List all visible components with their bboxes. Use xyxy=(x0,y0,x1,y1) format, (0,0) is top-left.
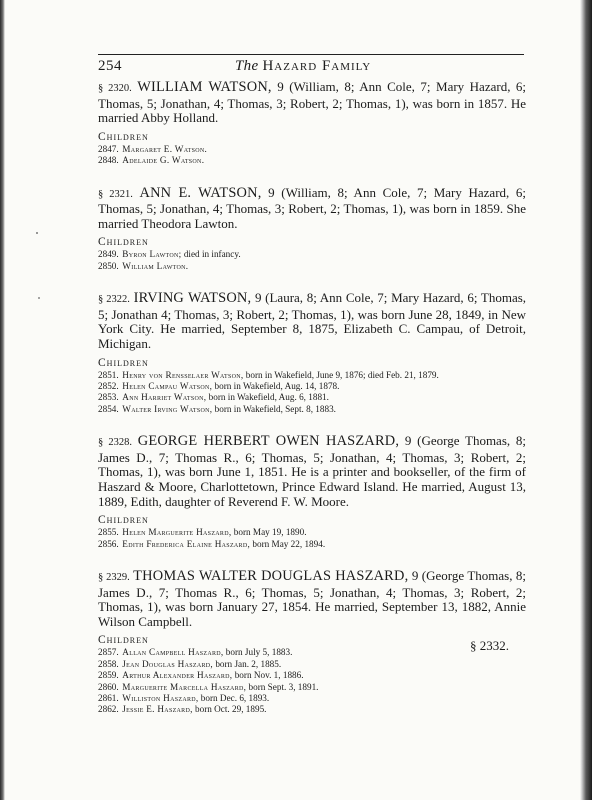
child-name: Byron Lawton; xyxy=(122,249,182,260)
child-number: 2851. xyxy=(98,369,119,380)
page-content xyxy=(98,80,526,735)
section-number: § 2322. xyxy=(98,294,130,306)
running-title-the: The xyxy=(235,58,259,74)
header-rule xyxy=(98,54,524,55)
child-number: 2855. xyxy=(98,527,119,538)
section-number: § 2320. xyxy=(98,83,132,94)
child-list-item xyxy=(98,249,526,260)
page-number: 254 xyxy=(98,58,122,74)
entry-description: 9 (Laura, 8; Ann Cole, 7; Mary Hazard, 6; Thomas, 5; Jonathan 4; Thomas, 3; Robert, 2; Thomas, 1), was born June 28, 1849, in New York City. He married, September 8, 1875, Elizabeth C. Campau, of Detroit, Michigan. xyxy=(98,290,527,351)
child-number: 2862. xyxy=(98,704,119,715)
entry-paragraph xyxy=(98,291,526,351)
person-name: ANN E. WATSON, xyxy=(139,184,262,201)
footer-reference: § 2332. xyxy=(470,638,509,653)
child-list-item xyxy=(98,527,526,538)
child-list-item xyxy=(98,659,526,670)
child-list-item xyxy=(98,144,526,155)
child-number: 2847. xyxy=(98,143,119,154)
child-detail: born Nov. 1, 1886. xyxy=(232,670,304,681)
child-detail: born Dec. 6, 1893. xyxy=(198,692,270,703)
child-detail: born in Wakefield, Aug. 14, 1878. xyxy=(212,380,340,391)
child-detail: born in Wakefield, Sept. 8, 1883. xyxy=(212,403,336,414)
entry-paragraph xyxy=(98,434,526,509)
entry-paragraph xyxy=(98,80,526,126)
child-list-item xyxy=(98,370,526,381)
person-name: THOMAS WALTER DOUGLAS HASZARD, xyxy=(133,567,409,584)
child-list-item xyxy=(98,261,526,272)
entry-description: 9 (George Thomas, 8; James D., 7; Thomas R., 6; Thomas, 5; Jonathan, 4; Thomas, 3; Robert, 2; Thomas, 1), was born June 1, 1851. He is a printer and bookseller, of the firm of Haszard & Moore, Charlottetown, Prince Edward Island. He married, August 13, 1889, Edith, daughter of Reverend F. W. Moore. xyxy=(98,433,526,509)
child-list-item xyxy=(98,670,526,681)
child-name: Ann Harriet Watson, xyxy=(122,392,207,403)
child-list-item xyxy=(98,392,526,403)
child-number: 2852. xyxy=(98,380,119,391)
child-detail: born in Wakefield, June 9, 1876; died Feb. 21, 1879. xyxy=(243,369,439,380)
child-number: 2860. xyxy=(98,681,119,692)
running-header xyxy=(98,58,524,80)
children-heading: Children xyxy=(98,634,149,647)
child-name: Allan Campbell Haszard, xyxy=(122,647,224,658)
page-edge-shadow-left xyxy=(0,0,5,800)
child-name: Arthur Alexander Haszard, xyxy=(122,670,233,681)
child-list-item xyxy=(98,404,526,415)
genealogy-entry xyxy=(98,434,526,550)
section-number: § 2328. xyxy=(98,437,132,449)
child-name: Edith Frederica Elaine Haszard, xyxy=(122,538,251,549)
child-list-item xyxy=(98,647,526,658)
child-list-item xyxy=(98,155,526,166)
child-name: Jessie E. Haszard, xyxy=(122,704,193,715)
genealogy-entry xyxy=(98,186,526,273)
children-heading: Children xyxy=(98,356,149,369)
running-title xyxy=(235,58,371,75)
paper-speck xyxy=(36,232,38,234)
children-heading: Children xyxy=(98,130,149,143)
child-number: 2848. xyxy=(98,155,119,166)
child-name: Walter Irving Watson, xyxy=(122,403,213,414)
child-name: Williston Haszard, xyxy=(122,692,199,703)
child-detail: born May 22, 1894. xyxy=(250,538,326,549)
section-number: § 2321. xyxy=(98,188,133,200)
child-detail: born May 19, 1890. xyxy=(231,527,307,538)
paper-speck xyxy=(38,297,40,299)
child-number: 2858. xyxy=(98,658,119,669)
child-list-item xyxy=(98,682,526,693)
children-heading: Children xyxy=(98,514,149,527)
genealogy-entry xyxy=(98,80,526,167)
child-detail: born Jan. 2, 1885. xyxy=(213,658,282,669)
child-number: 2856. xyxy=(98,538,119,549)
entry-description: 9 (William, 8; Ann Cole, 7; Mary Hazard, 6; Thomas, 5; Jonathan, 4; Thomas, 3; Robert, 2; Thomas, 1), was born in 1857. He married Abby Holland. xyxy=(98,79,527,126)
entry-paragraph xyxy=(98,569,526,629)
child-list-item xyxy=(98,539,526,550)
person-name: IRVING WATSON, xyxy=(133,290,252,307)
section-number: § 2329. xyxy=(98,571,130,583)
child-name: Helen Marguerite Haszard, xyxy=(122,527,232,538)
child-list-item xyxy=(98,693,526,704)
child-number: 2859. xyxy=(98,670,119,681)
child-detail: born Sept. 3, 1891. xyxy=(246,681,319,692)
child-list-item xyxy=(98,704,526,715)
child-name: Helen Campau Watson, xyxy=(122,380,213,391)
genealogy-entry xyxy=(98,291,526,415)
child-number: 2853. xyxy=(98,392,119,403)
child-number: 2849. xyxy=(98,249,119,260)
person-name: WILLIAM WATSON, xyxy=(137,79,272,95)
child-name: Henry von Rensselaer Watson, xyxy=(122,369,244,380)
entry-paragraph xyxy=(98,186,526,232)
child-name: Margaret E. Watson. xyxy=(122,143,208,154)
genealogy-entry xyxy=(98,569,526,716)
entry-description: 9 (William, 8; Ann Cole, 7; Mary Hazard, 6; Thomas, 5; Jonathan, 4; Thomas, 3; Robert, 2; Thomas, 1), was born in 1859. She married Theodora Lawton. xyxy=(98,184,527,231)
child-name: Marguerite Marcella Haszard, xyxy=(122,681,247,692)
child-number: 2854. xyxy=(98,403,119,414)
entry-description: 9 (George Thomas, 8; James D., 7; Thomas R., 6; Thomas, 5; Jonathan, 4; Thomas, 3; Robert, 2; Thomas, 1), was born January 27, 1854. He married, September 13, 1882, Annie Wilson Campbell. xyxy=(98,567,527,629)
child-detail: born in Wakefield, Aug. 6, 1881. xyxy=(206,392,329,403)
child-detail: born Oct. 29, 1895. xyxy=(192,704,267,715)
child-list-item xyxy=(98,381,526,392)
child-name: Adelaide G. Watson. xyxy=(122,155,205,166)
child-name: Jean Douglas Haszard, xyxy=(122,658,214,669)
person-name: GEORGE HERBERT OWEN HASZARD, xyxy=(137,433,400,450)
children-heading: Children xyxy=(98,236,149,249)
child-number: 2861. xyxy=(98,692,119,703)
child-number: 2850. xyxy=(98,260,119,271)
child-name: William Lawton. xyxy=(122,260,189,271)
child-detail: died in infancy. xyxy=(181,249,241,260)
child-detail: born July 5, 1883. xyxy=(223,647,293,658)
child-number: 2857. xyxy=(98,647,119,658)
running-title-family: Hazard Family xyxy=(262,58,372,74)
page-edge-shadow-right xyxy=(580,0,592,800)
